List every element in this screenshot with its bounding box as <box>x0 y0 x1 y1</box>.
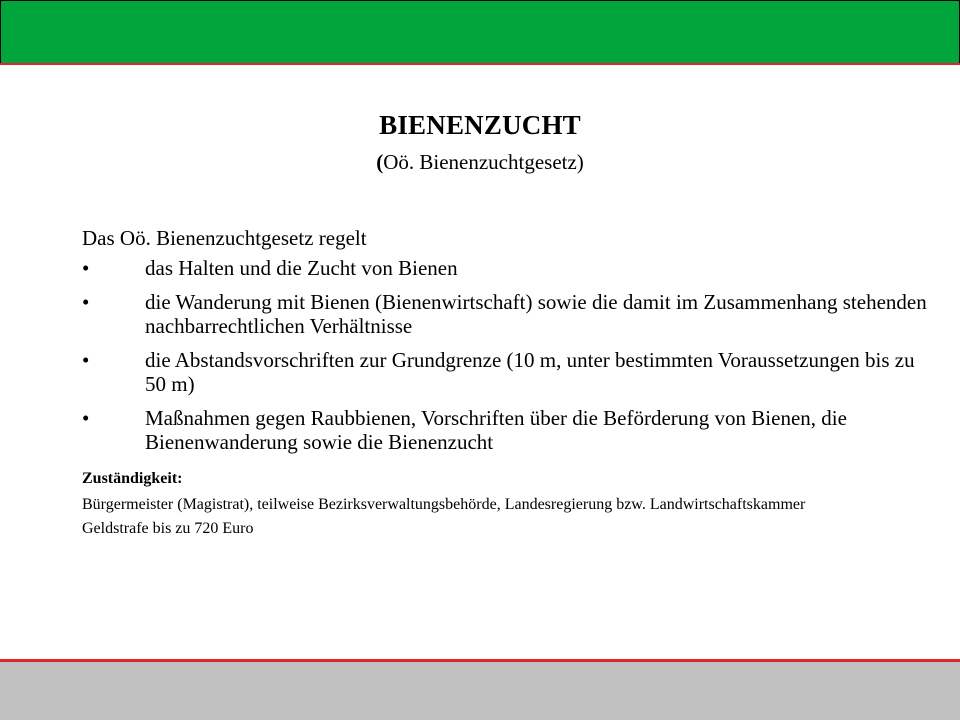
header-bar <box>0 0 960 63</box>
bullet-text: Maßnahmen gegen Raubbienen, Vorschriften über die Beförderung von Bienen, die Bienenwanderung sowie die Bienenzucht <box>145 406 847 454</box>
bullet-icon: • <box>82 290 90 314</box>
bullet-item <box>82 348 932 396</box>
subtitle-paren: ( <box>376 150 384 174</box>
subtitle-text: Oö. Bienenzuchtgesetz) <box>383 150 584 174</box>
responsibility-heading: Zuständigkeit: <box>82 470 183 487</box>
bullet-item <box>82 256 932 280</box>
bullet-text: die Abstandsvorschriften zur Grundgrenze (10 m, unter bestimmten Voraussetzungen bis zu 50 m) <box>145 348 915 396</box>
bullet-text: das Halten und die Zucht von Bienen <box>145 256 458 280</box>
slide-subtitle <box>0 150 960 175</box>
intro-text: Das Oö. Bienenzuchtgesetz regelt <box>82 226 367 250</box>
bullet-icon: • <box>82 256 90 280</box>
bullet-item <box>82 290 932 338</box>
authority-text: Bürgermeister (Magistrat), teilweise Bezirksverwaltungsbehörde, Landesregierung bzw. Landwirtschaftskammer <box>82 496 806 513</box>
content-block <box>82 226 932 464</box>
bullet-icon: • <box>82 348 90 372</box>
responsibility-block <box>82 470 942 538</box>
bullet-item <box>82 406 932 454</box>
fine-text: Geldstrafe bis zu 720 Euro <box>82 520 254 537</box>
bullet-icon: • <box>82 406 90 430</box>
slide-title: BIENENZUCHT <box>379 110 581 140</box>
header-divider <box>0 63 960 65</box>
footer-bar <box>0 662 960 720</box>
bullet-text: die Wanderung mit Bienen (Bienenwirtschaft) sowie die damit im Zusammenhang stehenden nachbarrechtlichen Verhältnisse <box>145 290 927 338</box>
bullet-list <box>82 256 932 454</box>
